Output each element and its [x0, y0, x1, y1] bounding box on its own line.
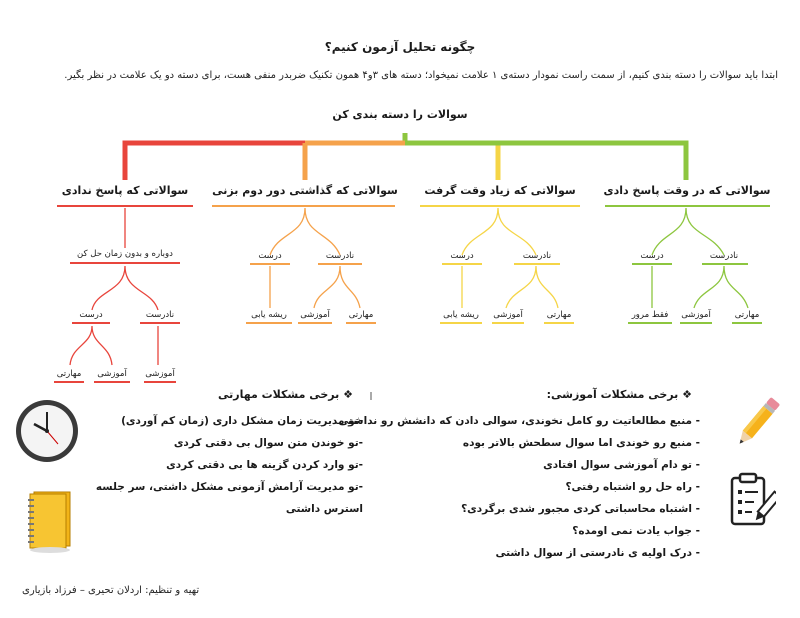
credits: تهیه و تنظیم: اردلان تحیری – فرزاد بازیاری — [22, 585, 200, 596]
list-item: - جواب یادت نمی اومده؟ — [572, 525, 700, 537]
list-item: - درک اولیه ی نادرستی از سوال داشتی — [495, 547, 700, 559]
list-item: -تو مدیریت آرامش آزمونی مشکل داشتی، سر جلسه — [95, 481, 363, 493]
leaf-educational: آموزشی — [97, 369, 127, 379]
pencil-icon — [732, 392, 782, 454]
category-second-round: سوالاتی که گذاشتی دور دوم بزنی — [212, 184, 398, 197]
list-item: - منبع مطالعاتیت رو کامل نخوندی، سوالی دادن که دانشش رو نداشتی — [338, 415, 700, 427]
leaf-skill: مهارتی — [56, 369, 82, 379]
leaf-skill: مهارتی — [348, 310, 374, 320]
diamond-bullet-icon: ❖ — [682, 388, 692, 401]
branch-incorrect: نادرست — [709, 251, 739, 261]
leaf-review-only: فقط مرور — [631, 310, 669, 320]
list-item: استرس داشتی — [285, 503, 363, 515]
leaf-root-cause: ریشه یابی — [251, 310, 287, 320]
clock-icon — [14, 398, 80, 464]
leaf-educational: آموزشی — [493, 310, 523, 320]
branch-incorrect: نادرست — [522, 251, 552, 261]
leaf-educational: آموزشی — [681, 310, 711, 320]
root-label: سوالات را دسته بندی کن — [332, 108, 468, 121]
branch-correct: درست — [258, 251, 282, 261]
leaf-educational: آموزشی — [300, 310, 330, 320]
leaf-educational: آموزشی — [145, 369, 175, 379]
category-unanswered: سوالاتی که پاسخ ندادی — [61, 184, 189, 197]
educational-list — [338, 410, 700, 564]
skill-heading: ❖ برخی مشکلات مهارتی — [217, 388, 353, 401]
list-item: - منبع رو خوندی اما سوال سطحش بالاتر بوده — [462, 437, 700, 449]
list-item: -تو مدیریت زمان مشکل داری (زمان کم آوردی) — [121, 415, 363, 427]
list-item: - اشتباه محاسباتی کردی مجبور شدی برگردی؟ — [461, 503, 700, 515]
redo-untimed: دوباره و بدون زمان حل کن — [77, 249, 173, 259]
diamond-bullet-icon: ❖ — [343, 388, 353, 401]
page-title: چگونه تحلیل آزمون کنیم؟ — [324, 40, 476, 54]
leaf-skill: مهارتی — [546, 310, 572, 320]
branch-correct: درست — [79, 310, 103, 320]
branch-correct: درست — [450, 251, 474, 261]
skill-list — [96, 410, 363, 520]
category-took-long: سوالاتی که زیاد وقت گرفت — [424, 184, 576, 197]
list-item: -تو خوندن متن سوال بی دقتی کردی — [173, 437, 363, 449]
branch-incorrect: نادرست — [145, 310, 175, 320]
category-answered-in-time: سوالاتی که در وقت پاسخ دادی — [603, 184, 771, 197]
branch-correct: درست — [640, 251, 664, 261]
leaf-skill: مهارتی — [734, 310, 760, 320]
educational-heading: ❖ برخی مشکلات آموزشی: — [546, 388, 692, 401]
list-item: - راه حل رو اشتباه رفتی؟ — [565, 481, 700, 493]
leaf-root-cause: ریشه یابی — [443, 310, 479, 320]
clipboard-icon — [728, 470, 776, 532]
intro-text: ابتدا باید سوالات را دسته بندی کنیم، از سمت راست نمودار دسته‌ی ۱ علامت نمیخواد؛ دسته های ۳و۴ همون تکنیک ضربدر منفی هست، برای دسته دو یک علامت در نظر بگیر. — [64, 70, 778, 81]
list-item: - تو دام آموزشی سوال افتادی — [543, 459, 700, 471]
list-item: -تو وارد کردن گزینه ها بی دقتی کردی — [166, 459, 363, 471]
notebook-icon — [20, 488, 76, 554]
branch-incorrect: نادرست — [325, 251, 355, 261]
